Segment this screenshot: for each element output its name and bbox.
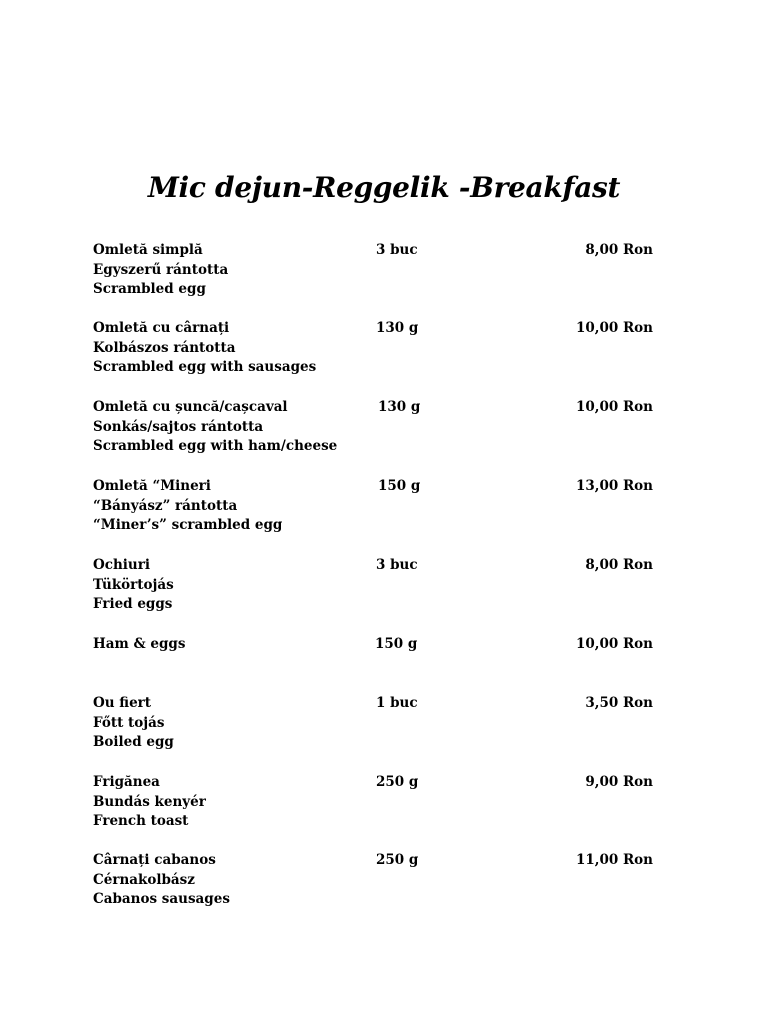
item-name-hu: Egyszerű rántotta [93,261,229,278]
item-name-hu: Főtt tojás [93,714,165,731]
item-price: 9,00 Ron [585,774,653,790]
item-price: 10,00 Ron [575,636,653,652]
item-price: 13,00 Ron [575,478,653,494]
item-name-ro: Omletă “Mineri [93,478,211,494]
item-name-en: Boiled egg [93,734,174,751]
menu-item [93,398,653,457]
item-name-en: Scrambled egg with sausages [93,359,317,376]
item-name-hu: Kolbászos rántotta [93,339,236,356]
item-name-en: Scrambled egg with ham/cheese [93,438,338,455]
item-name-ro: Ochiuri [93,557,150,573]
item-name-hu: Bundás kenyér [93,793,206,810]
menu-item [93,556,653,615]
item-name-en: French toast [93,813,189,830]
item-quantity: 250 g [376,774,419,790]
item-quantity: 3 buc [376,242,418,258]
menu-item [93,477,653,536]
item-name-ro: Omletă cu cârnați [93,320,230,336]
menu-item [93,851,653,910]
menu-item [93,319,653,378]
item-name-hu: Cérnakolbász [93,871,195,888]
menu-item [93,241,653,300]
item-quantity: 150 g [378,478,421,494]
item-name-en: Cabanos sausages [93,891,230,908]
item-price: 8,00 Ron [585,242,653,258]
item-name-ro: Ou fiert [93,695,152,711]
item-name-hu: Sonkás/sajtos rántotta [93,418,264,435]
item-name-hu: “Bányász” rántotta [93,497,238,514]
item-quantity: 130 g [378,399,421,415]
menu-item [93,773,653,832]
item-name-en: “Miner’s” scrambled egg [93,517,283,534]
item-price: 10,00 Ron [575,399,653,415]
menu-item [93,694,653,753]
item-quantity: 130 g [376,320,419,336]
item-quantity: 250 g [376,852,419,868]
page-title: Mic dejun-Reggelik -Breakfast [147,171,621,204]
item-price: 8,00 Ron [585,557,653,573]
item-price: 10,00 Ron [575,320,653,336]
item-name-ro: Omletă cu șuncă/cașcaval [93,399,288,415]
item-price: 11,00 Ron [575,852,653,868]
menu-item [93,635,653,655]
item-name-ro: Ham & eggs [93,636,186,652]
item-name-ro: Omletă simplă [93,242,203,258]
item-quantity: 3 buc [376,557,418,573]
item-name-ro: Cârnați cabanos [93,852,216,868]
item-name-en: Scrambled egg [93,281,206,298]
item-name-hu: Tükörtojás [93,576,174,593]
item-quantity: 150 g [375,636,418,652]
item-name-en: Fried eggs [93,596,173,613]
item-quantity: 1 buc [376,695,418,711]
item-price: 3,50 Ron [585,695,653,711]
item-name-ro: Frigănea [93,774,160,790]
